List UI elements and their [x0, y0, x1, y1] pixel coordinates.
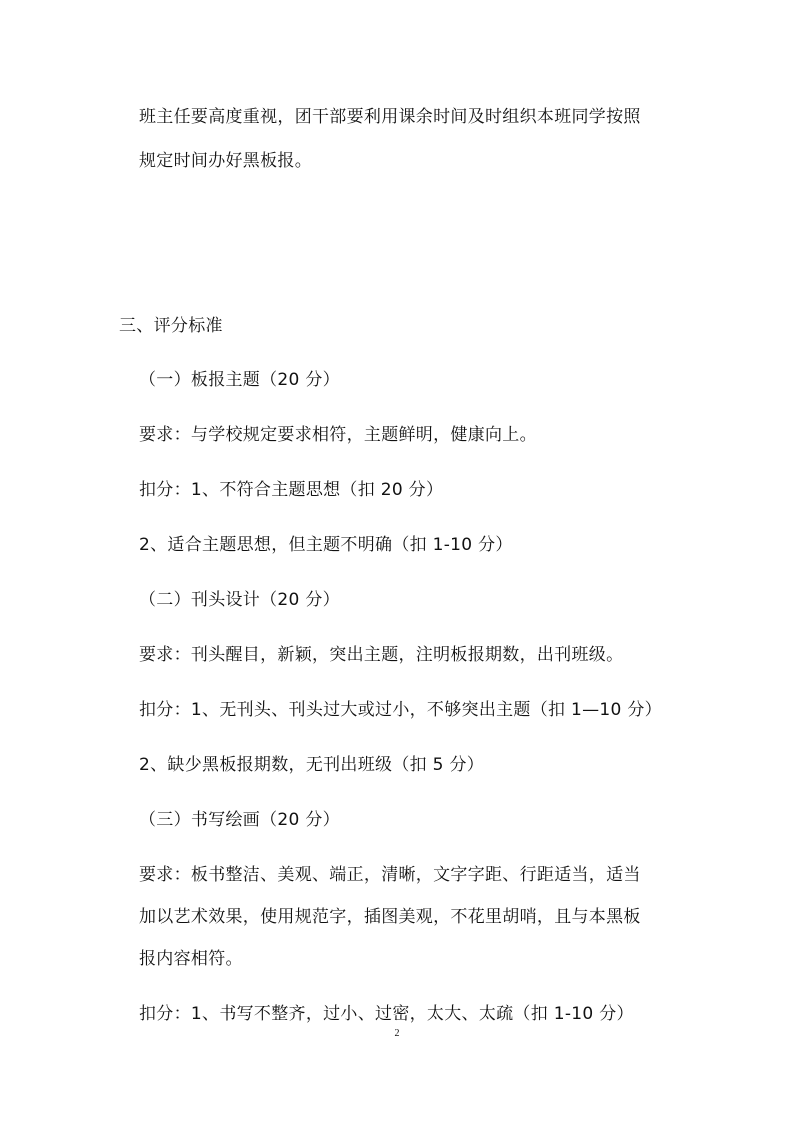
item-3-requirement-line-1: 要求：板书整洁、美观、端正，清晰，文字字距、行距适当，适当 [139, 865, 641, 885]
item-3-requirement-line-3: 报内容相符。 [139, 949, 243, 969]
item-2-deduction-2: 2、缺少黑板报期数，无刊出班级（扣 5 分） [139, 755, 485, 775]
intro-line-2: 规定时间办好黑板报。 [139, 151, 312, 171]
item-3-requirement-line-2: 加以艺术效果，使用规范字，插图美观，不花里胡哨，且与本黑板 [139, 907, 641, 927]
section-heading: 三、评分标准 [119, 316, 223, 336]
item-2-deduction-1: 扣分：1、无刊头、刊头过大或过小，不够突出主题（扣 1—10 分） [139, 700, 662, 720]
item-1-title: （一）板报主题（20 分） [139, 370, 340, 390]
item-1-deduction-2: 2、适合主题思想，但主题不明确（扣 1-10 分） [139, 535, 513, 555]
item-3-title: （三）书写绘画（20 分） [139, 810, 340, 830]
item-2-title: （二）刊头设计（20 分） [139, 590, 340, 610]
item-3-deduction-1: 扣分：1、书写不整齐，过小、过密，太大、太疏（扣 1-10 分） [139, 1004, 634, 1024]
intro-line-1: 班主任要高度重视，团干部要利用课余时间及时组织本班同学按照 [139, 107, 641, 127]
item-1-requirement: 要求：与学校规定要求相符，主题鲜明，健康向上。 [139, 425, 537, 445]
page-number: 2 [394, 1028, 400, 1039]
item-1-deduction-1: 扣分：1、不符合主题思想（扣 20 分） [139, 480, 444, 500]
item-2-requirement: 要求：刊头醒目，新颖，突出主题，注明板报期数，出刊班级。 [139, 645, 624, 665]
